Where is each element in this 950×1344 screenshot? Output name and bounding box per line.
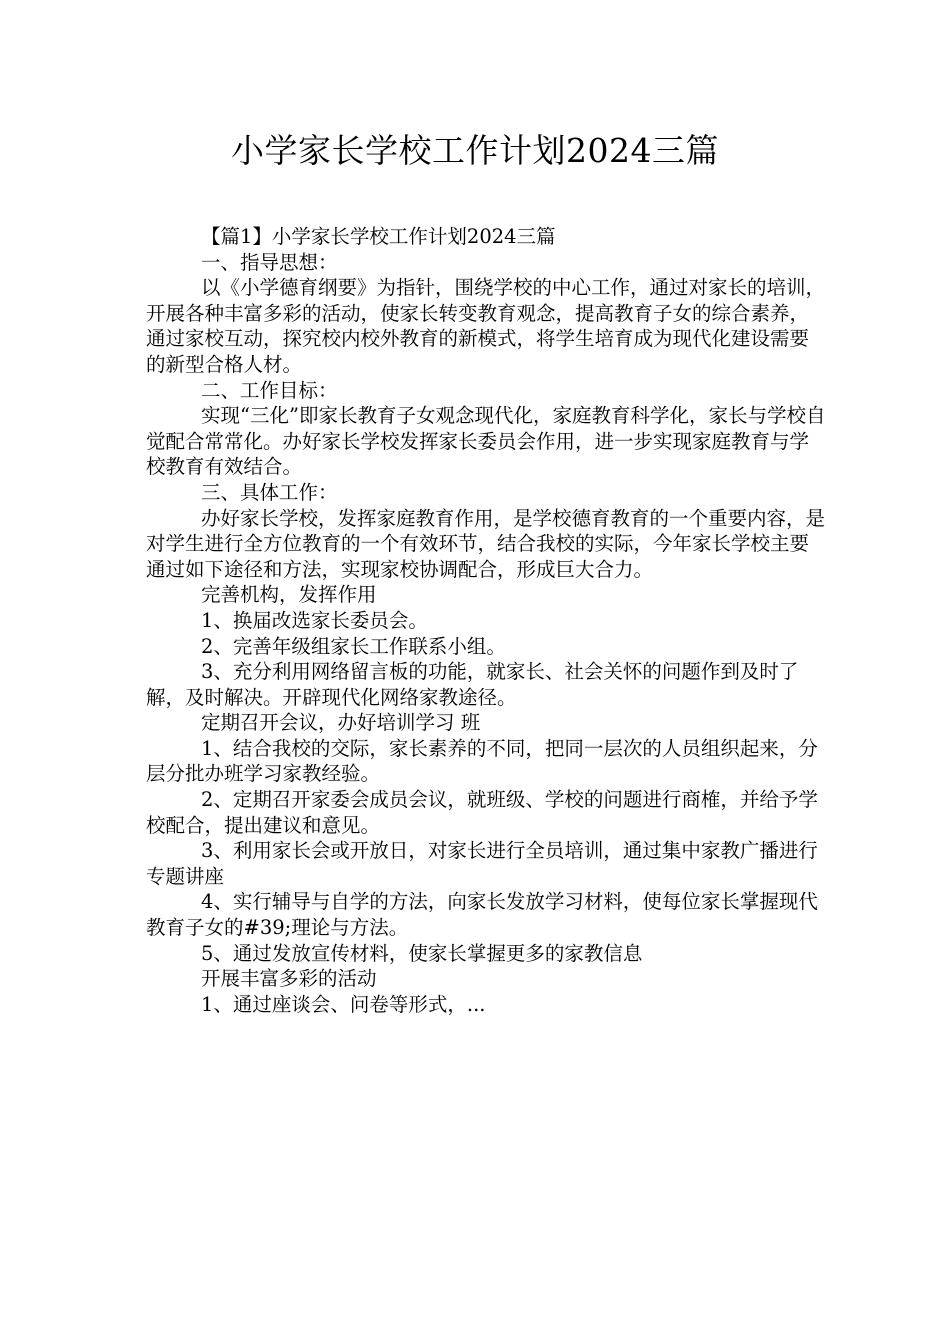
list-item: 4、实行辅导与自学的方法，向家长发放学习材料，使每位家长掌握现代教育子女的#39;理论与方法。 [146, 890, 818, 940]
list-item: 1、结合我校的交际，家长素养的不同，把同一层次的人员组织起来，分层分批办班学习家教经验。 [146, 736, 818, 786]
list-item: 5、通过发放宣传材料，使家长掌握更多的家教信息 [201, 941, 643, 965]
paragraph: 办好家长学校，发挥家庭教育作用，是学校德育教育的一个重要内容，是对学生进行全方位教育的一个有效环节，结合我校的实际，今年家长学校主要通过如下途径和方法，实现家校协调配合，形成巨大合力。 [146, 506, 826, 581]
paragraph: 实现“三化”即家长教育子女观念现代化，家庭教育科学化，家长与学校自觉配合常常化。办好家长学校发挥家长委员会作用，进一步实现家庭教育与学校教育有效结合。 [146, 404, 826, 479]
heading-guiding-thought: 一、指导思想： [201, 250, 338, 274]
document-body [146, 224, 826, 1017]
list-item: 2、完善年级组家长工作联系小组。 [201, 634, 506, 658]
list-item: 2、定期召开家委会成员会议，就班级、学校的问题进行商榷，并给予学校配合，提出建议和意见。 [146, 788, 818, 837]
heading-specific-work: 三、具体工作： [201, 480, 338, 504]
section-heading: 【篇1】小学家长学校工作计划2024三篇 [201, 225, 556, 248]
list-item: 3、利用家长会或开放日，对家长进行全员培训，通过集中家教广播进行专题讲座 [146, 839, 818, 888]
subheading: 定期召开会议，办好培训学习 班 [201, 711, 481, 735]
heading-work-goals: 二、工作目标： [201, 378, 338, 402]
subheading: 开展丰富多彩的活动 [201, 967, 377, 991]
list-item: 3、充分利用网络留言板的功能，就家长、社会关怀的问题作到及时了解，及时解决。开辟现代化网络家教途径。 [146, 660, 799, 709]
list-item: 1、通过座谈会、问卷等形式，... [201, 992, 486, 1016]
list-item: 1、换届改选家长委员会。 [201, 608, 428, 632]
subheading: 完善机构，发挥作用 [201, 583, 377, 607]
document-title: 小学家长学校工作计划2024三篇 [231, 131, 719, 170]
paragraph: 以《小学德育纲要》为指针，围绕学校的中心工作，通过对家长的培训，开展各种丰富多彩的活动，使家长转变教育观念，提高教育子女的综合素养，通过家校互动，探究校内校外教育的新模式，将学生培育成为现代化建设需要的新型合格人材。 [146, 276, 826, 376]
